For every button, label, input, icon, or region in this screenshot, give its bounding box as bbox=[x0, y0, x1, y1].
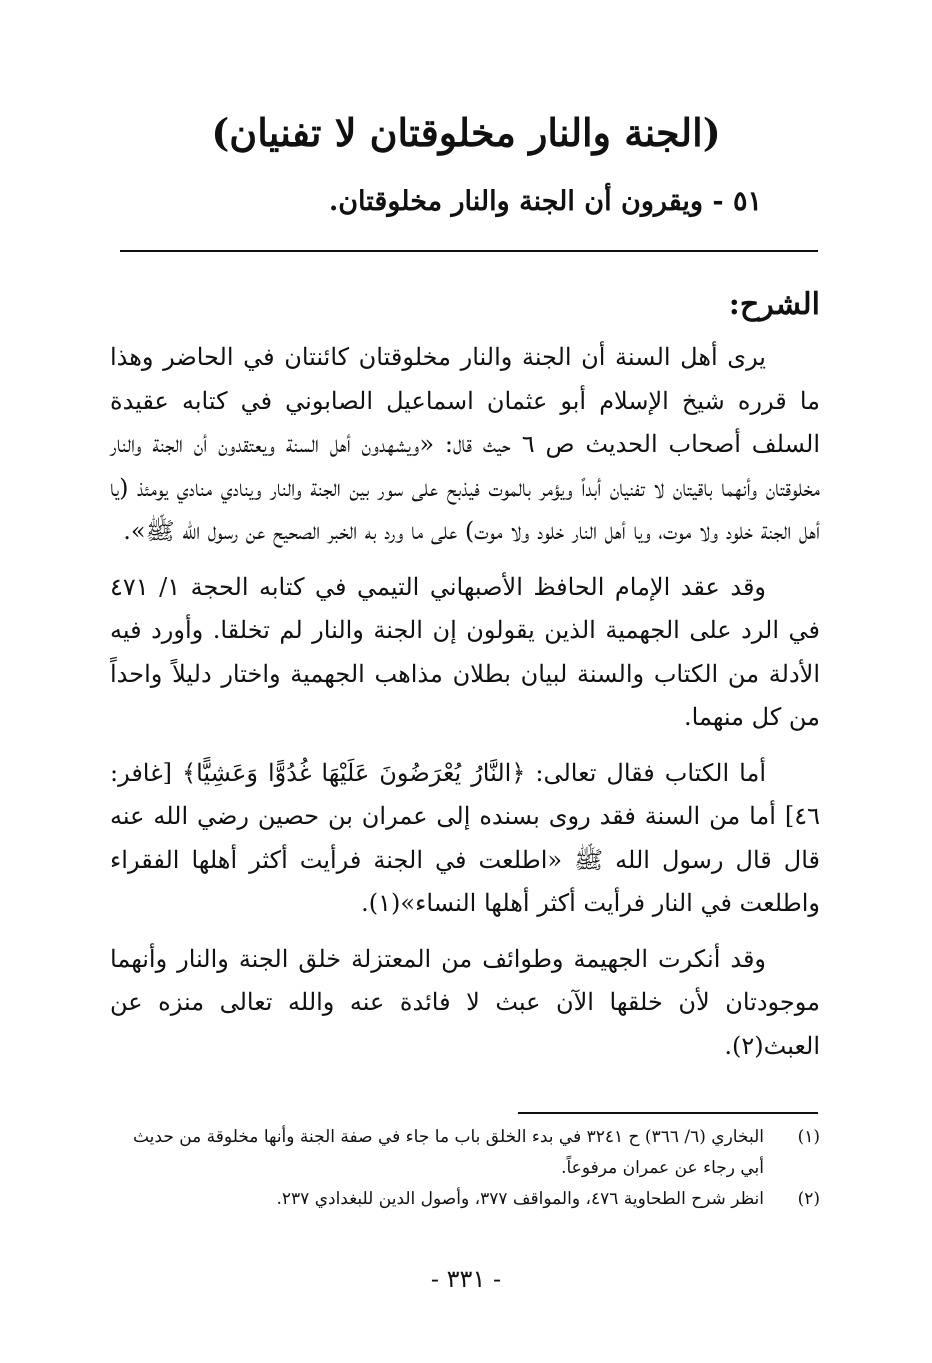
chapter-title: (الجنة والنار مخلوقتان لا تفنيان) bbox=[211, 110, 721, 155]
commentary-heading: الشرح: bbox=[728, 287, 820, 322]
footnote-number: (٢) bbox=[797, 1189, 820, 1209]
footnote bbox=[110, 1122, 820, 1184]
paragraph: وقد أنكرت الجهيمة وطوائف من المعتزلة خلق الجنة والنار وأنهما موجودتان لأن خلقها الآن عبث لا فائدة عنه والله تعالى منزه عن العبث(٢). bbox=[110, 944, 820, 1060]
page-number: - ٣٣١ - bbox=[430, 1265, 502, 1293]
footnote-text: انظر شرح الطحاوية ٤٧٦، والمواقف ٣٧٧، وأصول الدين للبغدادي ٢٣٧. bbox=[276, 1189, 764, 1209]
footnote-divider bbox=[518, 1112, 818, 1114]
paragraph: وقد عقد الإمام الحافظ الأصبهاني التيمي في كتابه الحجة ١/ ٤٧١ في الرد على الجهمية الذين يقولون إن الجنة والنار لم تخلقا. وأورد فيه الأدلة من الكتاب والسنة لبيان بطلان مذاهب الجهمية واختار دليلاً واحداً من كل منهما. bbox=[110, 572, 820, 731]
footnote-text: البخاري (٦/ ٣٦٦) ح ٣٢٤١ في بدء الخلق باب ما جاء في صفة الجنة وأنها مخلوقة من حديث أبي رجاء عن عمران مرفوعاً. bbox=[132, 1127, 764, 1178]
footnote bbox=[110, 1184, 820, 1215]
matn-line: ٥١ - ويقرون أن الجنة والنار مخلوقتان. bbox=[328, 186, 762, 217]
footnotes bbox=[110, 1122, 820, 1215]
header-divider bbox=[120, 250, 818, 252]
footnote-number: (١) bbox=[797, 1127, 820, 1147]
paragraph: يرى أهل السنة أن الجنة والنار مخلوقتان كائنتان في الحاضر وهذا ما قرره شيخ الإسلام أبو عثمان اسماعيل الصابوني في كتابه عقيدة السلف أصحاب الحديث ص ٦ حيث قال: «ويشهدون أهل السنة ويعتقدون أن الجنة والنار مخلوقتان وأنهما باقيتان لا تفنيان أبداً ويؤمر بالموت فيذبح على سور بين الجنة والنار وينادي منادي يومئذ (يا أهل الجنة خلود ولا موت، ويا أهل النار خلود ولا موت) على ما ورد به الخبر الصحيح عن رسول الله ﷺ». bbox=[110, 343, 820, 545]
paragraph: أما الكتاب فقال تعالى: ﴿النَّارُ يُعْرَضُونَ عَلَيْهَا غُدُوًّا وَعَشِيًّا﴾ [غافر: ٤٦] أما من السنة فقد روى بسنده إلى عمران بن حصين رضي الله عنه قال قال رسول الله ﷺ «اطلعت في الجنة فرأيت أكثر أهلها الفقراء واطلعت في النار فرأيت أكثر أهلها النساء»(١). bbox=[110, 758, 821, 917]
commentary-body bbox=[110, 336, 820, 1080]
